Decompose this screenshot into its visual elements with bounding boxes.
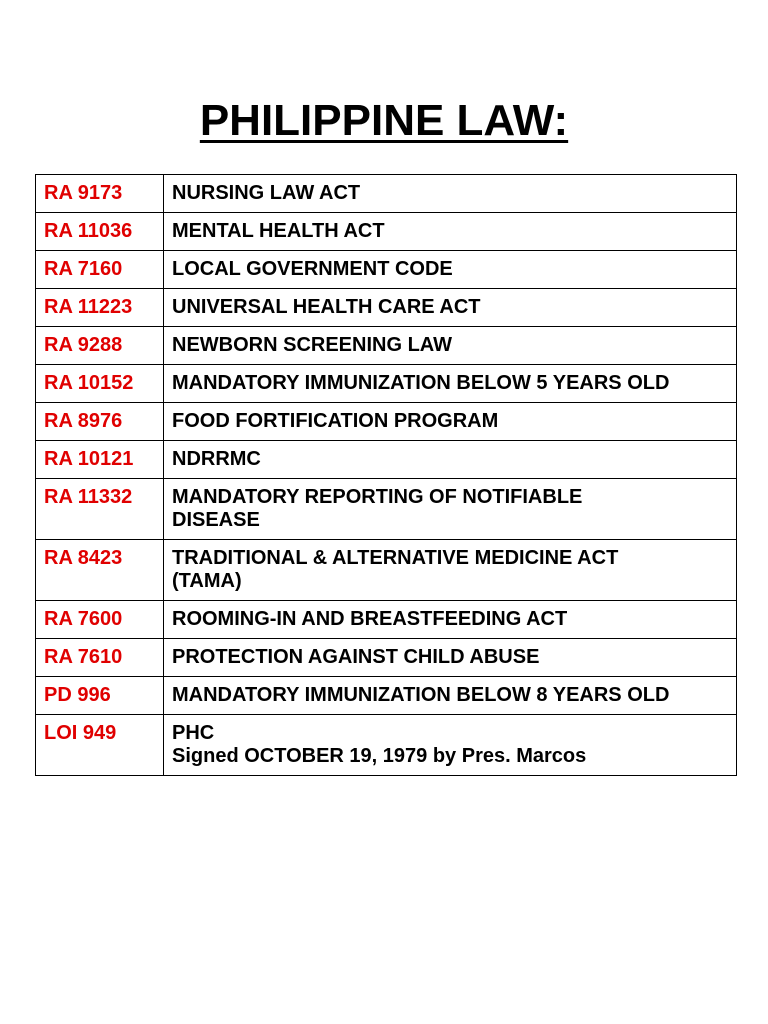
law-title-line: MANDATORY IMMUNIZATION BELOW 5 YEARS OLD xyxy=(172,372,670,394)
law-title xyxy=(164,213,737,251)
law-title-line: PHC xyxy=(172,722,215,744)
table-row xyxy=(36,601,737,639)
law-title-line: MANDATORY IMMUNIZATION BELOW 8 YEARS OLD xyxy=(172,684,670,706)
law-code: RA 11332 xyxy=(36,479,164,540)
table-row xyxy=(36,327,737,365)
table-row xyxy=(36,213,737,251)
law-title-line: UNIVERSAL HEALTH CARE ACT xyxy=(172,296,481,318)
law-code: RA 8423 xyxy=(36,540,164,601)
law-title-line: NURSING LAW ACT xyxy=(172,182,361,204)
law-title-line: NEWBORN SCREENING LAW xyxy=(172,334,452,356)
table-row xyxy=(36,639,737,677)
law-title xyxy=(164,327,737,365)
table-row xyxy=(36,289,737,327)
law-code: RA 7610 xyxy=(36,639,164,677)
law-title xyxy=(164,479,737,540)
law-title-line: (TAMA) xyxy=(172,570,242,592)
law-title-line: MANDATORY REPORTING OF NOTIFIABLE xyxy=(172,486,583,508)
table-row xyxy=(36,365,737,403)
law-title-line: DISEASE xyxy=(172,509,260,531)
law-title-line: MENTAL HEALTH ACT xyxy=(172,220,385,242)
law-title xyxy=(164,365,737,403)
law-code: LOI 949 xyxy=(36,715,164,776)
law-title-line: Signed OCTOBER 19, 1979 by Pres. Marcos xyxy=(172,745,587,767)
law-title xyxy=(164,441,737,479)
page-title-text: PHILIPPINE LAW: xyxy=(199,96,569,145)
law-title-line: LOCAL GOVERNMENT CODE xyxy=(172,258,453,280)
law-title-line: TRADITIONAL & ALTERNATIVE MEDICINE ACT xyxy=(172,547,619,569)
law-table xyxy=(35,174,737,776)
law-title-line: ROOMING-IN AND BREASTFEEDING ACT xyxy=(172,608,568,630)
law-title-line: FOOD FORTIFICATION PROGRAM xyxy=(172,410,499,432)
law-title xyxy=(164,677,737,715)
table-row xyxy=(36,175,737,213)
table-row xyxy=(36,677,737,715)
law-title xyxy=(164,251,737,289)
law-title xyxy=(164,403,737,441)
law-code: RA 11036 xyxy=(36,213,164,251)
table-row xyxy=(36,715,737,776)
law-title xyxy=(164,639,737,677)
law-code: RA 11223 xyxy=(36,289,164,327)
law-table-body xyxy=(36,175,737,776)
law-code: RA 7600 xyxy=(36,601,164,639)
page-title xyxy=(0,95,768,147)
law-code: RA 8976 xyxy=(36,403,164,441)
law-title xyxy=(164,715,737,776)
table-row xyxy=(36,251,737,289)
table-row xyxy=(36,441,737,479)
law-code: PD 996 xyxy=(36,677,164,715)
table-row xyxy=(36,403,737,441)
law-title xyxy=(164,175,737,213)
law-code: RA 9173 xyxy=(36,175,164,213)
law-title xyxy=(164,289,737,327)
table-row xyxy=(36,540,737,601)
law-code: RA 9288 xyxy=(36,327,164,365)
law-title xyxy=(164,540,737,601)
law-title-line: NDRRMC xyxy=(172,448,261,470)
table-row xyxy=(36,479,737,540)
law-code: RA 10121 xyxy=(36,441,164,479)
law-code: RA 10152 xyxy=(36,365,164,403)
law-title-line: PROTECTION AGAINST CHILD ABUSE xyxy=(172,646,540,668)
law-code: RA 7160 xyxy=(36,251,164,289)
law-title xyxy=(164,601,737,639)
